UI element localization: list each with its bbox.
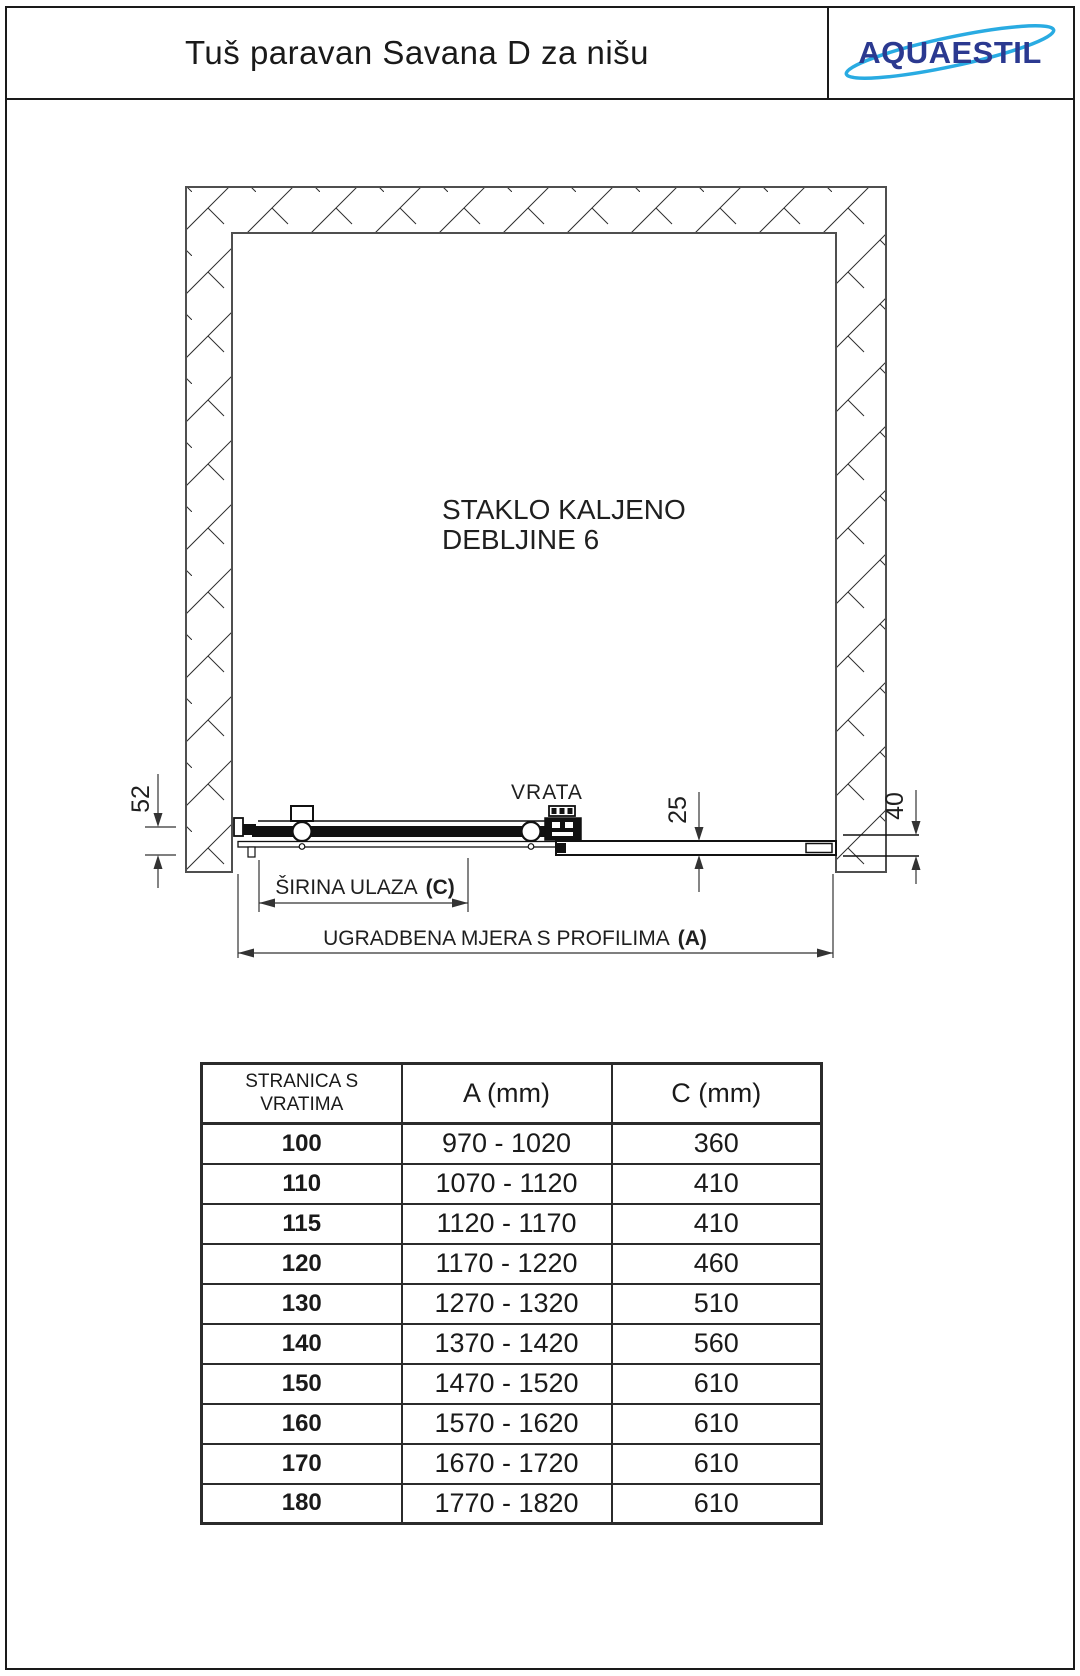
page-title: Tuš paravan Savana D za nišu xyxy=(184,34,650,71)
cell-c-value: 410 xyxy=(612,1164,822,1204)
col-header-c: C (mm) xyxy=(612,1064,822,1124)
col-header-a: A (mm) xyxy=(402,1064,612,1124)
cell-a-range: 1170 - 1220 xyxy=(402,1244,612,1284)
dim-25-value: 25 xyxy=(664,796,692,824)
door-label: VRATA xyxy=(511,781,583,804)
dimension-52 xyxy=(127,774,176,888)
top-bracket xyxy=(291,806,313,821)
door-hardware xyxy=(545,806,581,840)
cell-a-range: 1070 - 1120 xyxy=(402,1164,612,1204)
spec-table-header-row xyxy=(202,1064,822,1124)
table-row xyxy=(202,1404,822,1444)
cell-c-value: 610 xyxy=(612,1364,822,1404)
table-row xyxy=(202,1164,822,1204)
table-row xyxy=(202,1324,822,1364)
cell-a-range: 1570 - 1620 xyxy=(402,1404,612,1444)
cell-size: 170 xyxy=(202,1444,402,1484)
cell-a-range: 1670 - 1720 xyxy=(402,1444,612,1484)
col-header-stranica-line2: VRATIMA xyxy=(260,1093,344,1115)
cell-c-value: 610 xyxy=(612,1484,822,1524)
col-header-stranica xyxy=(202,1064,402,1124)
table-row xyxy=(202,1364,822,1404)
cell-size: 160 xyxy=(202,1404,402,1444)
cell-c-value: 510 xyxy=(612,1284,822,1324)
left-wall-profile xyxy=(234,818,256,857)
cell-a-range: 970 - 1020 xyxy=(402,1124,612,1164)
dim-52-value: 52 xyxy=(127,785,155,813)
cell-size: 100 xyxy=(202,1124,402,1164)
logo-text: AQUAESTIL xyxy=(858,35,1042,70)
cell-size: 130 xyxy=(202,1284,402,1324)
cell-a-range: 1470 - 1520 xyxy=(402,1364,612,1404)
door-track xyxy=(234,806,581,857)
cell-a-range: 1770 - 1820 xyxy=(402,1484,612,1524)
cell-size: 140 xyxy=(202,1324,402,1364)
table-row xyxy=(202,1124,822,1164)
table-row xyxy=(202,1204,822,1244)
table-row xyxy=(202,1484,822,1524)
dimension-entry-width xyxy=(259,858,468,912)
table-row xyxy=(202,1284,822,1324)
install-width-label: UGRADBENA MJERA S PROFILIMA (A) xyxy=(323,927,707,950)
panel-end-profile xyxy=(806,844,832,853)
cell-a-range: 1270 - 1320 xyxy=(402,1284,612,1324)
glass-label-line1: STAKLO KALJENO xyxy=(442,494,686,525)
cell-c-value: 560 xyxy=(612,1324,822,1364)
spec-table-body xyxy=(202,1124,822,1524)
entry-width-label: ŠIRINA ULAZA (C) xyxy=(275,876,455,899)
roller-icon xyxy=(522,822,541,841)
cell-c-value: 410 xyxy=(612,1204,822,1244)
cell-size: 110 xyxy=(202,1164,402,1204)
cell-size: 150 xyxy=(202,1364,402,1404)
cell-c-value: 610 xyxy=(612,1404,822,1444)
dim-40-value: 40 xyxy=(881,792,909,820)
table-row xyxy=(202,1244,822,1284)
cell-c-value: 610 xyxy=(612,1444,822,1484)
spec-table xyxy=(200,1062,823,1525)
cell-a-range: 1120 - 1170 xyxy=(402,1204,612,1244)
cell-size: 115 xyxy=(202,1204,402,1244)
col-header-stranica-line1: STRANICA S xyxy=(245,1070,359,1092)
cell-a-range: 1370 - 1420 xyxy=(402,1324,612,1364)
cell-c-value: 460 xyxy=(612,1244,822,1284)
cell-size: 180 xyxy=(202,1484,402,1524)
table-row xyxy=(202,1444,822,1484)
glass-label-line2: DEBLJINE 6 xyxy=(442,524,600,555)
glass-panel-label xyxy=(442,494,686,555)
roller-icon xyxy=(293,822,312,841)
cell-size: 120 xyxy=(202,1244,402,1284)
cell-c-value: 360 xyxy=(612,1124,822,1164)
